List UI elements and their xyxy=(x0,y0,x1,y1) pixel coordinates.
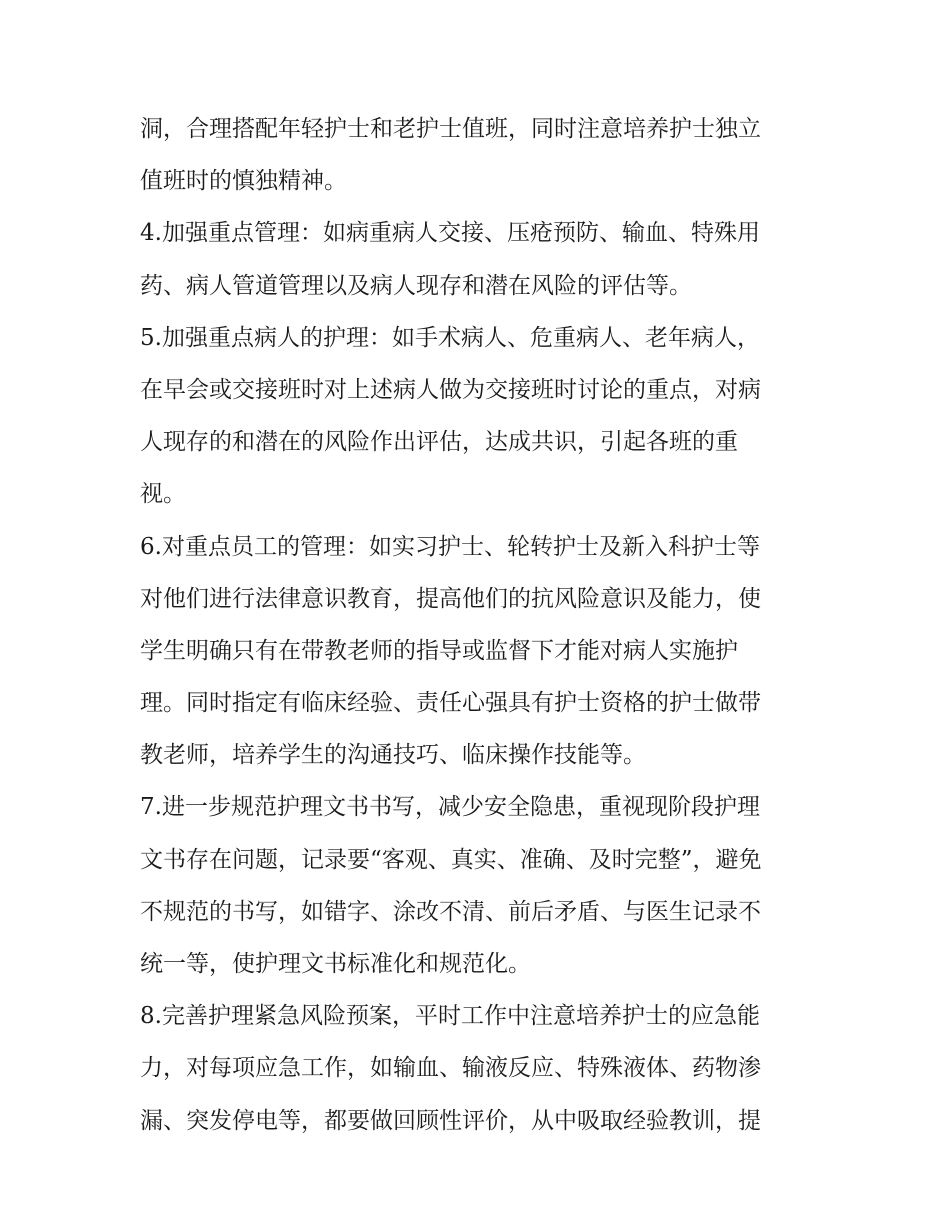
text-line: 教老师，培养学生的沟通技巧、临床操作技能等。 xyxy=(140,742,646,769)
text-line: 对他们进行法律意识教育，提高他们的抗风险意识及能力，使 xyxy=(140,585,761,612)
text-line: 在早会或交接班时对上述病人做为交接班时讨论的重点，对病 xyxy=(140,376,761,403)
text-line: 4.加强重点管理：如病重病人交接、压疮预防、输血、特殊用 xyxy=(140,220,760,247)
body-text xyxy=(140,103,820,1147)
text-line: 药、病人管道管理以及病人现存和潜在风险的评估等。 xyxy=(140,272,692,299)
text-line: 视。 xyxy=(140,481,186,508)
text-line: 洞，合理搭配年轻护士和老护士值班，同时注意培养护士独立 xyxy=(140,116,761,142)
text-line: 8.完善护理紧急风险预案，平时工作中注意培养护士的应急能 xyxy=(140,1003,760,1030)
text-line: 学生明确只有在带教老师的指导或监督下才能对病人实施护 xyxy=(140,637,738,664)
text-line: 不规范的书写，如错字、涂改不清、前后矛盾、与医生记录不 xyxy=(140,898,761,925)
text-line: 统一等，使护理文书标准化和规范化。 xyxy=(140,951,531,977)
text-line: 值班时的慎独精神。 xyxy=(140,168,347,195)
text-line: 6.对重点员工的管理：如实习护士、轮转护士及新入科护士等 xyxy=(140,533,760,560)
text-line: 理。同时指定有临床经验、责任心强具有护士资格的护士做带 xyxy=(140,690,761,717)
text-line: 5.加强重点病人的护理：如手术病人、危重病人、老年病人， xyxy=(140,324,760,351)
text-line: 文书存在问题，记录要“客观、真实、准确、及时完整”，避免 xyxy=(140,846,762,873)
text-line: 7.进一步规范护理文书书写，减少安全隐患，重视现阶段护理 xyxy=(140,794,760,821)
text-line: 漏、突发停电等，都要做回顾性评价，从中吸取经验教训，提 xyxy=(140,1107,761,1134)
text-line: 力，对每项应急工作，如输血、输液反应、特殊液体、药物渗 xyxy=(140,1055,761,1082)
text-line: 人现存的和潜在的风险作出评估，达成共识，引起各班的重 xyxy=(140,429,738,456)
